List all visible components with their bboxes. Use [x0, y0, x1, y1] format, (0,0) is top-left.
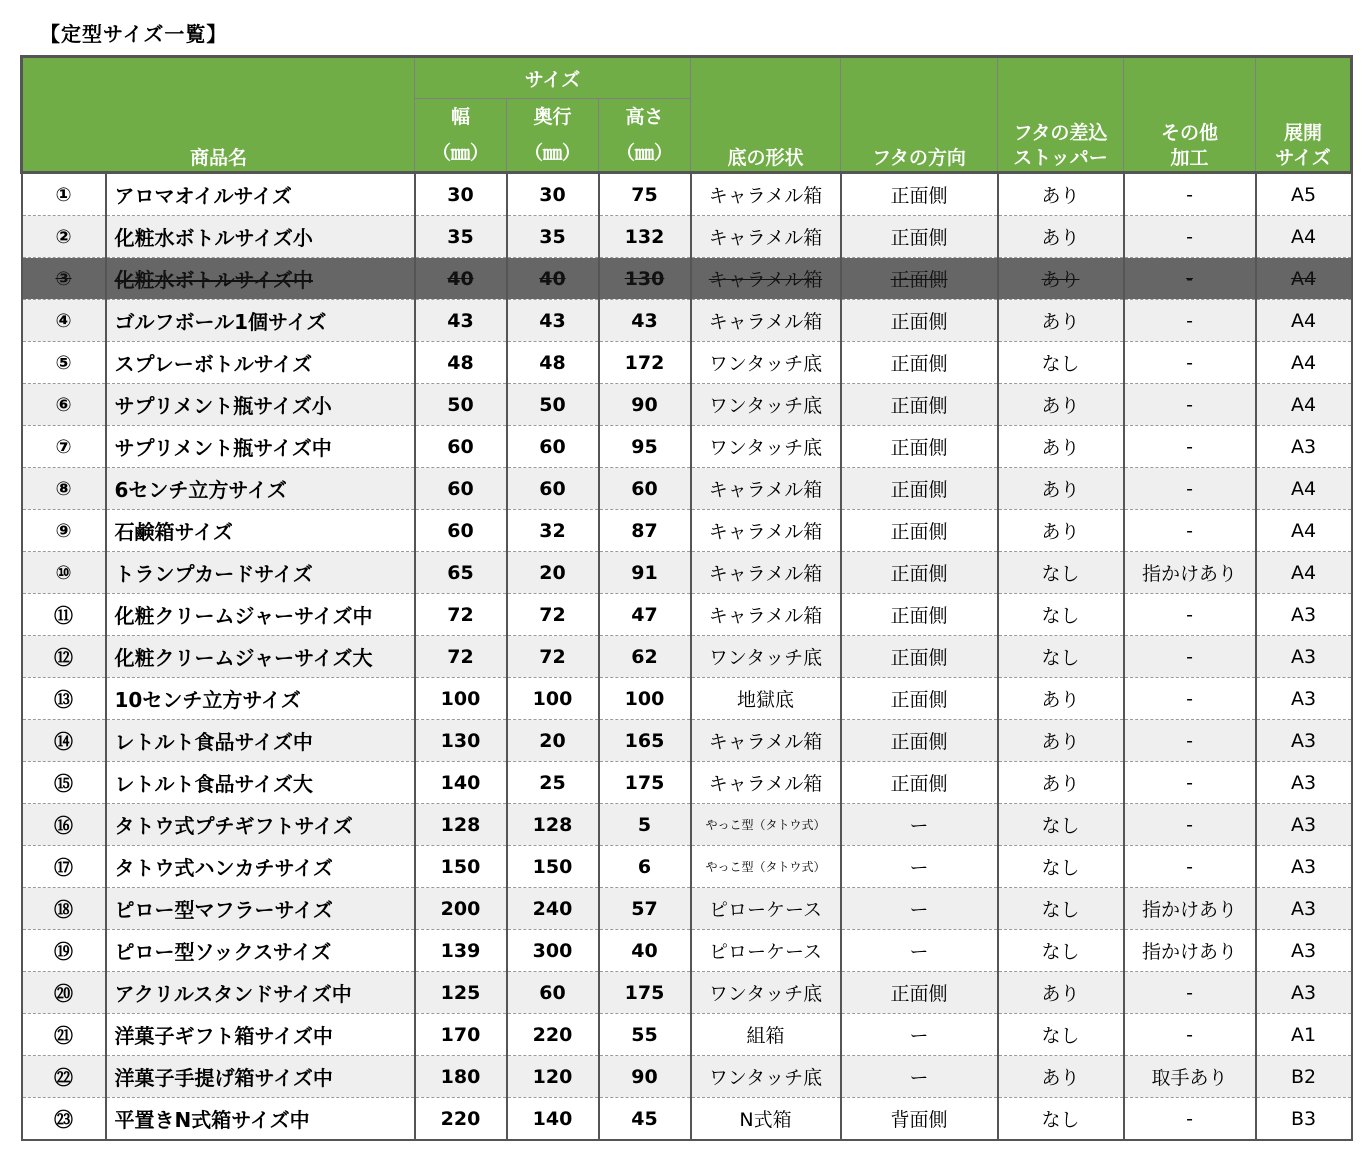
cell-number: ⑳ [22, 972, 106, 1014]
cell-height: 95 [599, 426, 691, 468]
cell-depth: 50 [507, 384, 599, 426]
cell-lid-direction: 正面側 [841, 762, 998, 804]
header-lid-direction: フタの方向 [841, 57, 998, 173]
cell-number: ⑥ [22, 384, 106, 426]
table-body [22, 173, 1352, 1141]
cell-product-name: タトウ式ハンカチサイズ [106, 846, 415, 888]
cell-bottom-shape: ワンタッチ底 [691, 384, 841, 426]
cell-height: 175 [599, 762, 691, 804]
cell-unfold-size: A4 [1256, 258, 1352, 300]
cell-bottom-shape: キャラメル箱 [691, 258, 841, 300]
cell-number: ㉒ [22, 1056, 106, 1098]
cell-unfold-size: A4 [1256, 342, 1352, 384]
header-width [415, 99, 507, 173]
header-height [599, 99, 691, 173]
cell-stopper: あり [998, 216, 1124, 258]
cell-height: 132 [599, 216, 691, 258]
cell-lid-direction: 背面側 [841, 1098, 998, 1141]
table-row [22, 720, 1352, 762]
header-unfold [1256, 57, 1352, 173]
cell-stopper: あり [998, 258, 1124, 300]
cell-lid-direction: 正面側 [841, 216, 998, 258]
cell-other: - [1124, 804, 1256, 846]
header-depth-label: 奥行 [533, 106, 572, 128]
cell-lid-direction: 正面側 [841, 468, 998, 510]
cell-unfold-size: A4 [1256, 216, 1352, 258]
table-row [22, 804, 1352, 846]
cell-lid-direction: 正面側 [841, 258, 998, 300]
cell-product-name: 平置きN式箱サイズ中 [106, 1098, 415, 1141]
cell-product-name: 化粧水ボトルサイズ小 [106, 216, 415, 258]
cell-number: ① [22, 173, 106, 216]
cell-unfold-size: A4 [1256, 552, 1352, 594]
cell-other: - [1124, 510, 1256, 552]
cell-unfold-size: A3 [1256, 888, 1352, 930]
cell-number: ⑰ [22, 846, 106, 888]
cell-number: ⑭ [22, 720, 106, 762]
cell-width: 125 [415, 972, 507, 1014]
table-row [22, 972, 1352, 1014]
cell-unfold-size: A4 [1256, 384, 1352, 426]
cell-number: ⑫ [22, 636, 106, 678]
cell-stopper: あり [998, 426, 1124, 468]
header-height-unit: （㎜） [616, 142, 674, 164]
cell-bottom-shape: ワンタッチ底 [691, 972, 841, 1014]
table-row [22, 426, 1352, 468]
cell-unfold-size: A3 [1256, 594, 1352, 636]
cell-height: 55 [599, 1014, 691, 1056]
header-width-unit: （㎜） [432, 142, 490, 164]
cell-stopper: なし [998, 846, 1124, 888]
cell-product-name: 石鹸箱サイズ [106, 510, 415, 552]
cell-stopper: あり [998, 762, 1124, 804]
cell-other: - [1124, 720, 1256, 762]
cell-number: ⑧ [22, 468, 106, 510]
cell-width: 43 [415, 300, 507, 342]
cell-height: 47 [599, 594, 691, 636]
header-size-group: サイズ [415, 57, 691, 99]
cell-product-name: 化粧クリームジャーサイズ中 [106, 594, 415, 636]
cell-bottom-shape: 組箱 [691, 1014, 841, 1056]
cell-product-name: タトウ式プチギフトサイズ [106, 804, 415, 846]
cell-height: 91 [599, 552, 691, 594]
cell-depth: 30 [507, 173, 599, 216]
cell-stopper: あり [998, 384, 1124, 426]
cell-number: ⑲ [22, 930, 106, 972]
cell-other: 取手あり [1124, 1056, 1256, 1098]
cell-bottom-shape: やっこ型（タトウ式） [691, 804, 841, 846]
cell-width: 60 [415, 510, 507, 552]
cell-unfold-size: A5 [1256, 173, 1352, 216]
cell-bottom-shape: キャラメル箱 [691, 300, 841, 342]
table-row [22, 762, 1352, 804]
table-row [22, 216, 1352, 258]
table-row [22, 1056, 1352, 1098]
cell-unfold-size: A3 [1256, 678, 1352, 720]
cell-height: 62 [599, 636, 691, 678]
cell-height: 130 [599, 258, 691, 300]
cell-width: 140 [415, 762, 507, 804]
cell-width: 60 [415, 468, 507, 510]
cell-number: ⑤ [22, 342, 106, 384]
cell-lid-direction: ー [841, 804, 998, 846]
cell-width: 72 [415, 636, 507, 678]
header-product-name: 商品名 [22, 57, 415, 173]
header-unfold-line2: サイズ [1275, 147, 1331, 169]
cell-other: - [1124, 468, 1256, 510]
header-stopper-line2: ストッパー [1013, 147, 1108, 169]
table-row [22, 300, 1352, 342]
table-row [22, 173, 1352, 216]
cell-other: - [1124, 342, 1256, 384]
cell-depth: 140 [507, 1098, 599, 1141]
cell-unfold-size: A3 [1256, 426, 1352, 468]
cell-lid-direction: 正面側 [841, 594, 998, 636]
cell-height: 87 [599, 510, 691, 552]
size-table [20, 55, 1353, 1141]
cell-depth: 48 [507, 342, 599, 384]
header-depth-unit: （㎜） [524, 142, 582, 164]
cell-stopper: あり [998, 468, 1124, 510]
cell-other: - [1124, 678, 1256, 720]
table-row [22, 552, 1352, 594]
cell-bottom-shape: やっこ型（タトウ式） [691, 846, 841, 888]
table-row [22, 1014, 1352, 1056]
cell-width: 35 [415, 216, 507, 258]
cell-depth: 32 [507, 510, 599, 552]
cell-height: 75 [599, 173, 691, 216]
cell-width: 170 [415, 1014, 507, 1056]
cell-depth: 220 [507, 1014, 599, 1056]
cell-depth: 300 [507, 930, 599, 972]
cell-height: 90 [599, 384, 691, 426]
cell-product-name: サプリメント瓶サイズ中 [106, 426, 415, 468]
cell-depth: 40 [507, 258, 599, 300]
cell-height: 172 [599, 342, 691, 384]
cell-lid-direction: ー [841, 888, 998, 930]
cell-depth: 20 [507, 720, 599, 762]
cell-number: ⑮ [22, 762, 106, 804]
cell-width: 180 [415, 1056, 507, 1098]
cell-unfold-size: A1 [1256, 1014, 1352, 1056]
cell-width: 60 [415, 426, 507, 468]
cell-number: ⑪ [22, 594, 106, 636]
cell-height: 43 [599, 300, 691, 342]
cell-stopper: あり [998, 972, 1124, 1014]
cell-product-name: 洋菓子ギフト箱サイズ中 [106, 1014, 415, 1056]
cell-other: - [1124, 258, 1256, 300]
cell-depth: 25 [507, 762, 599, 804]
header-depth [507, 99, 599, 173]
cell-bottom-shape: キャラメル箱 [691, 173, 841, 216]
cell-number: ㉓ [22, 1098, 106, 1141]
cell-width: 30 [415, 173, 507, 216]
cell-product-name: レトルト食品サイズ大 [106, 762, 415, 804]
cell-number: ⑨ [22, 510, 106, 552]
header-unfold-line1: 展開 [1284, 122, 1323, 144]
table-row [22, 1098, 1352, 1141]
cell-depth: 60 [507, 426, 599, 468]
cell-stopper: あり [998, 1056, 1124, 1098]
table-row [22, 636, 1352, 678]
header-bottom-shape: 底の形状 [691, 57, 841, 173]
cell-number: ⑬ [22, 678, 106, 720]
cell-width: 72 [415, 594, 507, 636]
cell-other: - [1124, 1014, 1256, 1056]
cell-lid-direction: 正面側 [841, 552, 998, 594]
cell-depth: 60 [507, 972, 599, 1014]
cell-stopper: あり [998, 300, 1124, 342]
cell-bottom-shape: キャラメル箱 [691, 720, 841, 762]
cell-lid-direction: 正面側 [841, 510, 998, 552]
header-stopper-line1: フタの差込 [1013, 122, 1108, 144]
cell-width: 220 [415, 1098, 507, 1141]
cell-lid-direction: 正面側 [841, 972, 998, 1014]
cell-bottom-shape: キャラメル箱 [691, 552, 841, 594]
cell-other: - [1124, 300, 1256, 342]
cell-lid-direction: 正面側 [841, 426, 998, 468]
cell-bottom-shape: キャラメル箱 [691, 216, 841, 258]
cell-lid-direction: ー [841, 846, 998, 888]
cell-height: 165 [599, 720, 691, 762]
cell-lid-direction: 正面側 [841, 342, 998, 384]
cell-product-name: 洋菓子手提げ箱サイズ中 [106, 1056, 415, 1098]
cell-lid-direction: 正面側 [841, 636, 998, 678]
cell-height: 6 [599, 846, 691, 888]
cell-width: 130 [415, 720, 507, 762]
cell-bottom-shape: キャラメル箱 [691, 510, 841, 552]
cell-product-name: トランプカードサイズ [106, 552, 415, 594]
cell-lid-direction: ー [841, 1014, 998, 1056]
cell-stopper: なし [998, 804, 1124, 846]
cell-lid-direction: 正面側 [841, 384, 998, 426]
cell-stopper: あり [998, 173, 1124, 216]
cell-unfold-size: A3 [1256, 972, 1352, 1014]
cell-product-name: 化粧クリームジャーサイズ大 [106, 636, 415, 678]
cell-bottom-shape: ピローケース [691, 888, 841, 930]
cell-depth: 72 [507, 594, 599, 636]
cell-product-name: サプリメント瓶サイズ小 [106, 384, 415, 426]
cell-height: 40 [599, 930, 691, 972]
cell-width: 128 [415, 804, 507, 846]
cell-number: ⑯ [22, 804, 106, 846]
cell-stopper: なし [998, 1014, 1124, 1056]
cell-stopper: あり [998, 510, 1124, 552]
cell-depth: 240 [507, 888, 599, 930]
cell-bottom-shape: N式箱 [691, 1098, 841, 1141]
cell-number: ④ [22, 300, 106, 342]
cell-bottom-shape: キャラメル箱 [691, 594, 841, 636]
table-row [22, 846, 1352, 888]
cell-unfold-size: A3 [1256, 930, 1352, 972]
cell-depth: 150 [507, 846, 599, 888]
table-row [22, 468, 1352, 510]
cell-stopper: なし [998, 930, 1124, 972]
table-row [22, 258, 1352, 300]
table-row [22, 930, 1352, 972]
cell-width: 65 [415, 552, 507, 594]
cell-bottom-shape: キャラメル箱 [691, 762, 841, 804]
cell-other: - [1124, 384, 1256, 426]
cell-depth: 35 [507, 216, 599, 258]
cell-number: ⑦ [22, 426, 106, 468]
cell-unfold-size: A4 [1256, 468, 1352, 510]
cell-other: - [1124, 173, 1256, 216]
cell-depth: 100 [507, 678, 599, 720]
cell-number: ⑩ [22, 552, 106, 594]
page-title: 【定型サイズ一覧】 [40, 22, 228, 46]
cell-depth: 20 [507, 552, 599, 594]
cell-number: ㉑ [22, 1014, 106, 1056]
cell-lid-direction: 正面側 [841, 678, 998, 720]
cell-product-name: アロマオイルサイズ [106, 173, 415, 216]
cell-depth: 120 [507, 1056, 599, 1098]
table-row [22, 342, 1352, 384]
cell-width: 200 [415, 888, 507, 930]
cell-other: 指かけあり [1124, 888, 1256, 930]
cell-product-name: 6センチ立方サイズ [106, 468, 415, 510]
cell-unfold-size: B2 [1256, 1056, 1352, 1098]
cell-stopper: なし [998, 888, 1124, 930]
table-header [22, 57, 1352, 173]
cell-product-name: ピロー型マフラーサイズ [106, 888, 415, 930]
cell-bottom-shape: ワンタッチ底 [691, 636, 841, 678]
cell-width: 139 [415, 930, 507, 972]
cell-stopper: なし [998, 342, 1124, 384]
cell-unfold-size: A3 [1256, 804, 1352, 846]
cell-height: 5 [599, 804, 691, 846]
cell-other: - [1124, 636, 1256, 678]
cell-height: 45 [599, 1098, 691, 1141]
table-row [22, 678, 1352, 720]
table-row [22, 594, 1352, 636]
cell-width: 48 [415, 342, 507, 384]
cell-product-name: ゴルフボール1個サイズ [106, 300, 415, 342]
cell-bottom-shape: ワンタッチ底 [691, 1056, 841, 1098]
table-row [22, 384, 1352, 426]
cell-height: 57 [599, 888, 691, 930]
header-height-label: 高さ [625, 106, 664, 128]
cell-product-name: 化粧水ボトルサイズ中 [106, 258, 415, 300]
cell-other: - [1124, 846, 1256, 888]
cell-height: 90 [599, 1056, 691, 1098]
cell-bottom-shape: ワンタッチ底 [691, 342, 841, 384]
cell-height: 60 [599, 468, 691, 510]
header-stopper [998, 57, 1124, 173]
cell-height: 175 [599, 972, 691, 1014]
cell-other: - [1124, 216, 1256, 258]
cell-width: 150 [415, 846, 507, 888]
cell-number: ② [22, 216, 106, 258]
cell-lid-direction: 正面側 [841, 173, 998, 216]
cell-stopper: あり [998, 720, 1124, 762]
cell-unfold-size: A3 [1256, 846, 1352, 888]
cell-unfold-size: A3 [1256, 720, 1352, 762]
cell-lid-direction: 正面側 [841, 720, 998, 762]
cell-product-name: 10センチ立方サイズ [106, 678, 415, 720]
cell-unfold-size: A4 [1256, 510, 1352, 552]
cell-width: 40 [415, 258, 507, 300]
cell-product-name: スプレーボトルサイズ [106, 342, 415, 384]
header-other [1124, 57, 1256, 173]
cell-other: - [1124, 1098, 1256, 1141]
cell-unfold-size: A3 [1256, 636, 1352, 678]
cell-other: - [1124, 426, 1256, 468]
cell-height: 100 [599, 678, 691, 720]
cell-stopper: なし [998, 594, 1124, 636]
cell-depth: 60 [507, 468, 599, 510]
cell-product-name: ピロー型ソックスサイズ [106, 930, 415, 972]
cell-product-name: レトルト食品サイズ中 [106, 720, 415, 762]
cell-number: ③ [22, 258, 106, 300]
cell-other: - [1124, 594, 1256, 636]
header-other-line2: 加工 [1170, 147, 1209, 169]
table-row [22, 510, 1352, 552]
cell-other: 指かけあり [1124, 930, 1256, 972]
cell-stopper: あり [998, 678, 1124, 720]
cell-stopper: なし [998, 1098, 1124, 1141]
cell-number: ⑱ [22, 888, 106, 930]
cell-width: 100 [415, 678, 507, 720]
cell-lid-direction: 正面側 [841, 300, 998, 342]
cell-depth: 43 [507, 300, 599, 342]
cell-width: 50 [415, 384, 507, 426]
header-other-line1: その他 [1161, 122, 1219, 144]
header-width-label: 幅 [451, 106, 471, 128]
cell-lid-direction: ー [841, 1056, 998, 1098]
cell-stopper: なし [998, 552, 1124, 594]
table-row [22, 888, 1352, 930]
cell-other: 指かけあり [1124, 552, 1256, 594]
cell-unfold-size: B3 [1256, 1098, 1352, 1141]
cell-product-name: アクリルスタンドサイズ中 [106, 972, 415, 1014]
cell-unfold-size: A3 [1256, 762, 1352, 804]
cell-depth: 128 [507, 804, 599, 846]
cell-bottom-shape: ワンタッチ底 [691, 426, 841, 468]
cell-bottom-shape: ピローケース [691, 930, 841, 972]
cell-bottom-shape: キャラメル箱 [691, 468, 841, 510]
cell-bottom-shape: 地獄底 [691, 678, 841, 720]
cell-depth: 72 [507, 636, 599, 678]
cell-stopper: なし [998, 636, 1124, 678]
cell-other: - [1124, 762, 1256, 804]
cell-lid-direction: ー [841, 930, 998, 972]
cell-other: - [1124, 972, 1256, 1014]
cell-unfold-size: A4 [1256, 300, 1352, 342]
